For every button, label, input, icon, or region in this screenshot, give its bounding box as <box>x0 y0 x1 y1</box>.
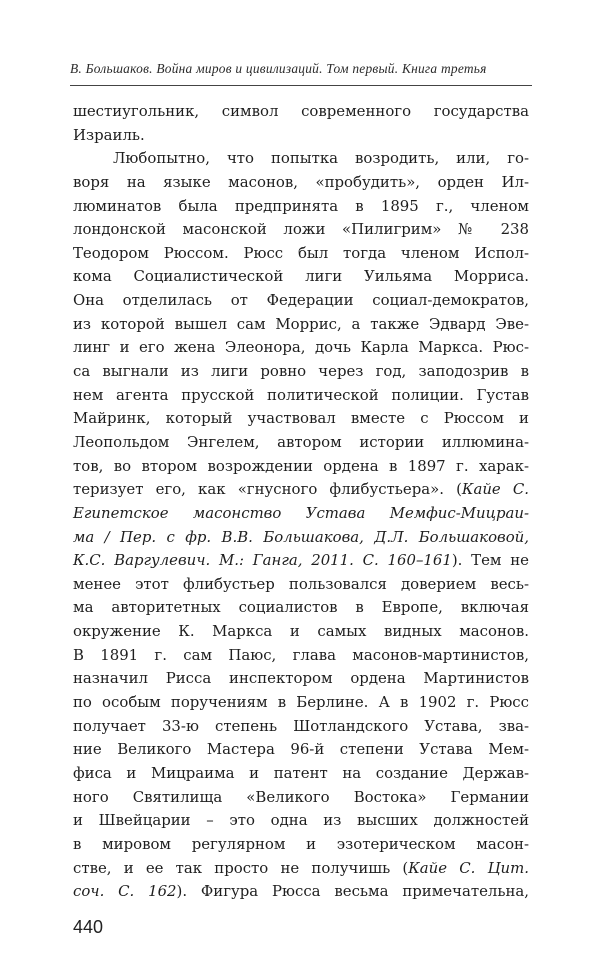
text-line <box>73 218 529 242</box>
text-segment: назначил Рисса инспектором ордена Мартинистов <box>73 669 529 688</box>
header-rule <box>70 85 532 86</box>
text-segment: Израиль. <box>73 125 145 144</box>
text-segment: кома Социалистической лиги Уильяма Морриса. <box>73 267 529 286</box>
text-segment: тов, во втором возрождении ордена в 1897 г. харак- <box>73 456 529 475</box>
text-line <box>73 526 529 550</box>
text-segment: ние Великого Мастера 96-й степени Устава Мем- <box>73 740 529 759</box>
text-segment: лондонской масонской ложи «Пилигрим» № 238 <box>73 220 529 239</box>
citation-text: ма / Пер. с фр. В.В. Большакова, Д.Л. Большаковой, <box>73 527 529 546</box>
text-segment: ). Фигура Рюсса весьма примечательна, <box>176 882 529 901</box>
text-segment: линг и его жена Элеонора, дочь Карла Маркса. Рюс- <box>73 338 529 357</box>
text-line <box>73 147 529 171</box>
citation-text: К.С. Варгулевич. М.: Ганга, 2011. С. 160–161 <box>73 551 452 570</box>
text-segment: и Швейцарии – это одна из высших должностей <box>73 811 529 830</box>
text-line <box>73 786 529 810</box>
text-segment: са выгнали из лиги ровно через год, заподозрив в <box>73 362 529 381</box>
text-line <box>73 289 529 313</box>
citation-text: Кайе С. <box>461 480 530 499</box>
text-segment: стве, и ее так просто не получишь ( <box>73 858 409 877</box>
text-line <box>73 715 529 739</box>
text-segment: менее этот флибустьер пользовался доверием весь- <box>73 574 529 593</box>
text-line <box>73 502 529 526</box>
text-line <box>73 809 529 833</box>
citation-text: Египетское масонство Устава Мемфис-Мицраи- <box>73 503 529 522</box>
text-segment: нем агента прусской политической полиции. Густав <box>73 385 529 404</box>
text-line <box>73 880 529 904</box>
text-segment: Она отделилась от Федерации социал-демократов, <box>73 291 529 310</box>
text-segment: Майринк, который участвовал вместе с Рюссом и <box>73 409 529 428</box>
text-line <box>73 431 529 455</box>
text-line <box>73 549 529 573</box>
text-line <box>73 455 529 479</box>
text-line <box>73 857 529 881</box>
text-segment: воря на языке масонов, «пробудить», орден Ил- <box>73 172 529 191</box>
text-line <box>73 265 529 289</box>
text-line <box>73 124 529 148</box>
body-text <box>73 100 529 904</box>
text-line <box>73 171 529 195</box>
text-segment: фиса и Мицраима и патент на создание Держав- <box>73 763 529 782</box>
text-line <box>73 407 529 431</box>
page-number: 440 <box>73 917 104 937</box>
text-segment: теризует его, как «гнусного флибустьера». ( <box>73 480 462 499</box>
text-segment: Леопольдом Энгелем, автором истории иллюмина- <box>73 432 529 451</box>
citation-text: Кайе С. Цит. <box>408 858 529 877</box>
text-segment: по особым поручениям в Берлине. А в 1902 г. Рюсс <box>73 693 529 712</box>
text-line <box>73 596 529 620</box>
text-segment: окружение К. Маркса и самых видных масонов. <box>73 622 529 641</box>
text-segment: ма авторитетных социалистов в Европе, включая <box>73 598 529 617</box>
text-line <box>73 336 529 360</box>
text-line <box>73 738 529 762</box>
text-line <box>73 691 529 715</box>
text-segment: ). Тем не <box>451 551 529 570</box>
running-head: В. Большаков. Война миров и цивилизаций. Том первый. Книга третья <box>70 61 487 76</box>
text-line <box>73 833 529 857</box>
text-line <box>73 242 529 266</box>
text-line <box>73 478 529 502</box>
citation-text: соч. С. 162 <box>73 882 177 901</box>
text-line <box>73 100 529 124</box>
text-segment: люминатов была предпринята в 1895 г., членом <box>73 196 529 215</box>
text-segment: Теодором Рюссом. Рюсс был тогда членом Испол- <box>73 243 529 262</box>
text-line <box>73 573 529 597</box>
text-segment: ного Святилища «Великого Востока» Германии <box>73 787 529 806</box>
text-segment: получает 33-ю степень Шотландского Устава, зва- <box>73 716 529 735</box>
text-line <box>73 360 529 384</box>
text-line <box>73 762 529 786</box>
text-segment: из которой вышел сам Моррис, а также Эдвард Эве- <box>73 314 529 333</box>
text-segment: шестиугольник, символ современного государства <box>73 102 529 120</box>
text-line <box>73 644 529 668</box>
text-line <box>73 313 529 337</box>
text-segment: Любопытно, что попытка возродить, или, го- <box>113 149 529 168</box>
text-segment: В 1891 г. сам Паюс, глава масонов-мартинистов, <box>73 645 529 664</box>
text-line <box>73 384 529 408</box>
text-segment: в мировом регулярном и эзотерическом масон- <box>73 834 529 853</box>
text-line <box>73 667 529 691</box>
text-line <box>73 620 529 644</box>
text-line <box>73 195 529 219</box>
